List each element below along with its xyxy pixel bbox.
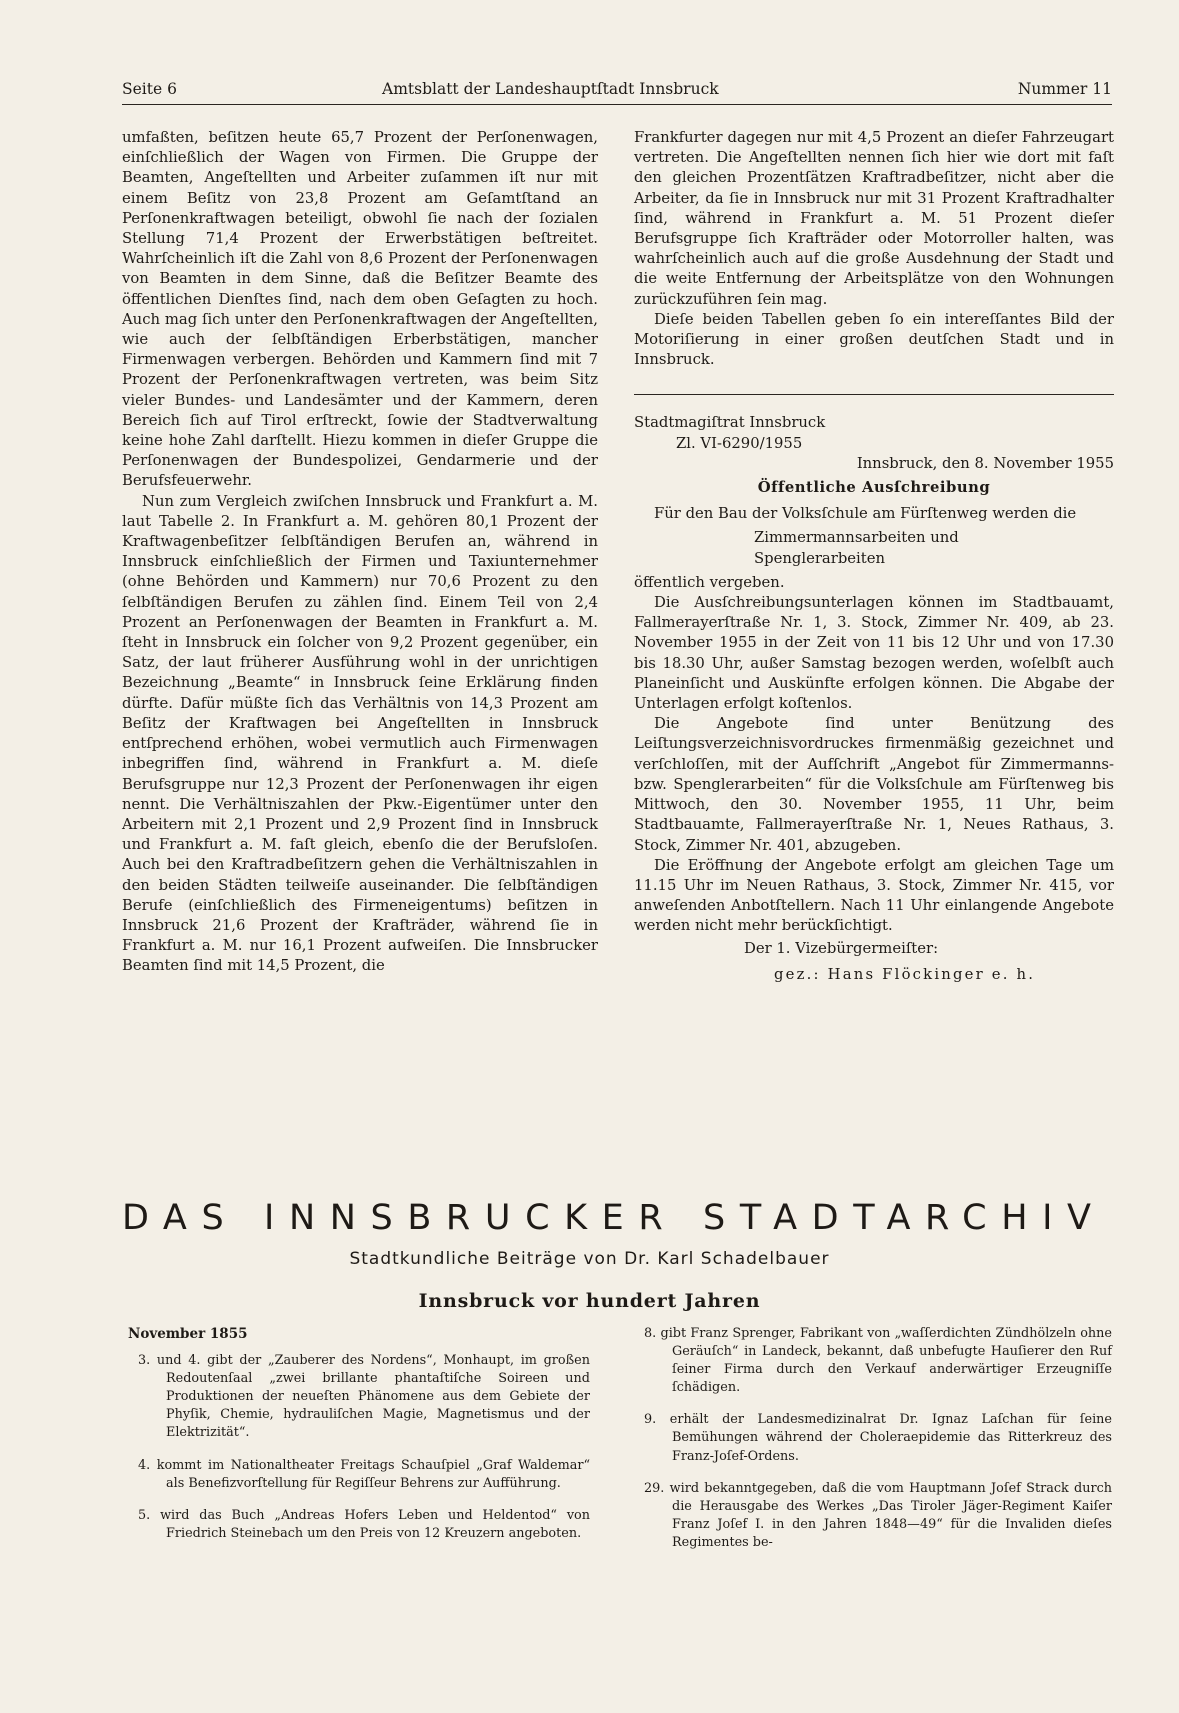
paragraph: Die Ausſchreibungsunterlagen können im Stadtbauamt, Fallmerayerſtraße Nr. 1, 3. Stock, Zimmer Nr. 409, ab 23. November 1955 in der Zeit von 11 bis 12 Uhr und von 17.30 bis 18.30 Uhr, außer Samstag bezogen werden, woſelbſt auch Planeinſicht und Auskünfte erfolgen können. Die Abgabe der Unterlagen erfolgt koſtenlos. (634, 594, 1114, 713)
publication-title: Amtsblatt der Landeshauptſtadt Innsbruck (382, 80, 719, 98)
signer-title: Der 1. Vizebürgermeiſter: (744, 939, 939, 957)
entry-text: erhält der Landesmedizinalrat Dr. Ignaz Laſchan für ſeine Bemühungen während der Choleraepidemie das Ritterkreuz des Franz-Joſef-Ordens. (669, 1412, 1112, 1464)
paragraph: Frankfurter dagegen nur mit 4,5 Prozent an dieſer Fahrzeugart vertreten. Die Angeſtellten nennen ſich hier wie dort mit faſt den gleichen Prozentſätzen Kraftradbeſitzer, nicht aber die Arbeiter, da ſie in Innsbruck nur mit 31 Prozent Kraftradhalter ſind, während in Frankfurt a. M. 51 Prozent dieſer Berufsgruppe ſich Krafträder oder Motorroller halten, was wahrſcheinlich auch auf die große Ausdehnung der Stadt und die weite Entfernung der Arbeitsplätze von den Wohnungen zurückzuführen ſein mag. (634, 129, 1114, 308)
archive-right-column (634, 1325, 1112, 1552)
public-tender-notice (634, 413, 1114, 984)
notice-reference: Zl. VI-6290/1955 (676, 434, 803, 452)
archive-left-column (128, 1325, 590, 1543)
archive-section-heading: Innsbruck vor hundert Jahren (418, 1290, 761, 1312)
paragraph: Nun zum Vergleich zwiſchen Innsbruck und Frankfurt a. M. laut Tabelle 2. In Frankfurt a. M. gehören 80,1 Prozent der Kraftwagenbeſitzer ſelbſtändigen Berufen an, während in Innsbruck einſchließlich der Firmen und Taxiunternehmer (ohne Behörden und Kammern) nur 70,6 Prozent zu den ſelbſtändigen Berufen zu zählen ſind. Einem Teil von 2,4 Prozent an Perſonenwagen der Beamten in Frankfurt a. M. ſteht in Innsbruck ein ſolcher von 9,2 Prozent gegenüber, ein Satz, der laut früherer Ausführung wohl in der unrichtigen Bezeichnung „Beamte“ in Innsbruck ſeine Erklärung finden dürfte. Dafür müßte ſich das Verhältnis von 14,3 Prozent am Beſitz der Kraftwagen bei Angeſtellten in Innsbruck entſprechend erhöhen, wobei vermutlich auch Firmenwagen inbegriffen ſind, während in Frankfurt a. M. dieſe Berufsgruppe nur 12,3 Prozent der Perſonenwagen ihr eigen nennt. Die Verhältniszahlen der Pkw.-Eigentümer unter den Arbeitern mit 2,1 Prozent und 2,9 Prozent ſind in Innsbruck und Frankfurt a. M. faſt gleich, ebenſo die der Berufsloſen. Auch bei den Kraftradbeſitzern gehen die Verhältniszahlen in den beiden Städten teilweiſe auseinander. Die ſelbſtändigen Berufe (einſchließlich des Firmeneigentums) beſitzen in Innsbruck 21,6 Prozent der Krafträder, während ſie in Frankfurt a. M. nur 16,1 Prozent aufweiſen. Die Innsbrucker Beamten ſind mit 14,5 Prozent, die (122, 492, 598, 975)
notice-date: Innsbruck, den 8. November 1955 (856, 454, 1114, 472)
header-rule (122, 104, 1112, 105)
page-header (122, 76, 1112, 104)
paragraph: Die Angebote ſind unter Benützung des Leiſtungsverzeichnisvordruckes firmenmäßig gezeichnet und verſchloſſen, mit der Aufſchrift „Angebot für Zimmermanns- bzw. Spenglerarbeiten“ für die Volksſchule am Fürſtenweg bis Mittwoch, den 30. November 1955, 11 Uhr, beim Stadtbauamte, Fallmerayerſtraße Nr. 1, Neues Rathaus, 3. Stock, Zimmer Nr. 401, abzugeben. (634, 715, 1114, 854)
archive-month: November 1855 (128, 1326, 248, 1342)
entry-text: wird das Buch „Andreas Hofers Leben und Heldentod“ von Friedrich Steinebach um den Preis von 12 Kreuzern angeboten. (160, 1507, 590, 1541)
archive-entry (128, 1457, 590, 1493)
entry-text: gibt der „Zauberer des Nordens“, Monhaupt, im großen Redoutenſaal „zwei brillante phantaſtiſche Soireen und Produktionen der neueſten Phänomene aus dem Gebiete der Phyſik, Chemie, hydrauliſchen Magie, Magnetismus und der Elektrizität“. (166, 1353, 590, 1441)
entry-number: 9. (644, 1412, 657, 1428)
archive-section-title: DAS INNSBRUCKER STADTARCHIV (122, 1198, 1106, 1238)
paragraph: öffentlich vergeben. (634, 573, 785, 591)
left-column (122, 128, 598, 977)
notice-office: Stadtmagiſtrat Innsbruck (634, 414, 826, 432)
entry-number: 8. (644, 1326, 657, 1341)
entry-text: gibt Franz Sprenger, Fabrikant von „waſſerdichten Zündhölzeln ohne Geräuſch“ in Landeck, bekannt, daß unbefugte Hauſierer den Ruf ſeiner Firma durch den Verkauf anderwärtiger Erzeugniſſe ſchädigen. (660, 1326, 1112, 1396)
archive-entry (634, 1480, 1112, 1552)
archive-section-subtitle: Stadtkundliche Beiträge von Dr. Karl Schadelbauer (349, 1249, 830, 1269)
entry-number: 3. und 4. (138, 1353, 201, 1369)
paragraph: Dieſe beiden Tabellen geben ſo ein intereſſantes Bild der Motoriſierung in einer großen deutſchen Stadt und in Innsbruck. (634, 310, 1114, 369)
entry-text: kommt im Nationaltheater Freitags Schauſpiel „Graf Waldemar“ als Benefizvorſtellung für Regiſſeur Behrens zur Aufführung. (156, 1457, 590, 1491)
right-column (634, 128, 1114, 985)
notice-work-item: Zimmermannsarbeiten und (754, 529, 959, 547)
issue-number: Nummer 11 (1017, 80, 1112, 98)
paragraph: Für den Bau der Volksſchule am Fürſtenweg werden die (654, 505, 1077, 523)
entry-number: 4. (138, 1457, 151, 1473)
entry-text: wird bekanntgegeben, daß die vom Hauptmann Joſef Strack durch die Herausgabe des Werkes „Das Tiroler Jäger-Regiment Kaiſer Franz Joſef I. in den Jahren 1848—49“ für die Invaliden dieſes Regimentes be- (669, 1480, 1112, 1550)
archive-entry (128, 1507, 590, 1543)
notice-work-item: Spenglerarbeiten (754, 549, 886, 567)
archive-entry (634, 1411, 1112, 1465)
entry-number: 5. (138, 1507, 151, 1523)
entry-number: 29. (644, 1480, 665, 1496)
archive-entry (634, 1325, 1112, 1397)
notice-heading: Öffentliche Ausſchreibung (757, 479, 991, 497)
signature: gez.: Hans Flöckinger e. h. (774, 965, 1036, 983)
page-number: Seite 6 (122, 80, 177, 98)
paragraph: umfaßten, beſitzen heute 65,7 Prozent der Perſonenwagen, einſchließlich der Wagen von Firmen. Die Gruppe der Beamten, Angeſtellten und Arbeiter zuſammen iſt nur mit einem Beſitz von 23,8 Prozent am Geſamtſtand an Perſonenkraftwagen beteiligt, obwohl ſie nach der ſozialen Stellung 71,4 Prozent der Erwerbstätigen beſtreitet. Wahrſcheinlich iſt die Zahl von 8,6 Prozent der Perſonenwagen von Beamten in dem Sinne, daß die Beſitzer Beamte des öffentlichen Dienſtes ſind, nach dem oben Geſagten zu hoch. Auch mag ſich unter den Perſonenkraftwagen der Angeſtellten, wie auch der ſelbſtändigen Erberbstätigen, mancher Firmenwagen verbergen. Behörden und Kammern ſind mit 7 Prozent der Perſonenkraftwagen vertreten, was beim Sitz vieler Bundes- und Landesämter und der Kammern, deren Bereich ſich auf Tirol erſtreckt, ſowie der Stadtverwaltung keine hohe Zahl darſtellt. Hiezu kommen in dieſer Gruppe die Perſonenwagen der Bundespolizei, Gendarmerie und der Berufsfeuerwehr. (122, 129, 598, 490)
section-divider (634, 394, 1114, 395)
paragraph: Die Eröffnung der Angebote erfolgt am gleichen Tage um 11.15 Uhr im Neuen Rathaus, 3. Stock, Zimmer Nr. 415, vor anweſenden Anbotſtellern. Nach 11 Uhr einlangende Angebote werden nicht mehr berückſichtigt. (634, 856, 1114, 935)
archive-entry (128, 1352, 590, 1442)
